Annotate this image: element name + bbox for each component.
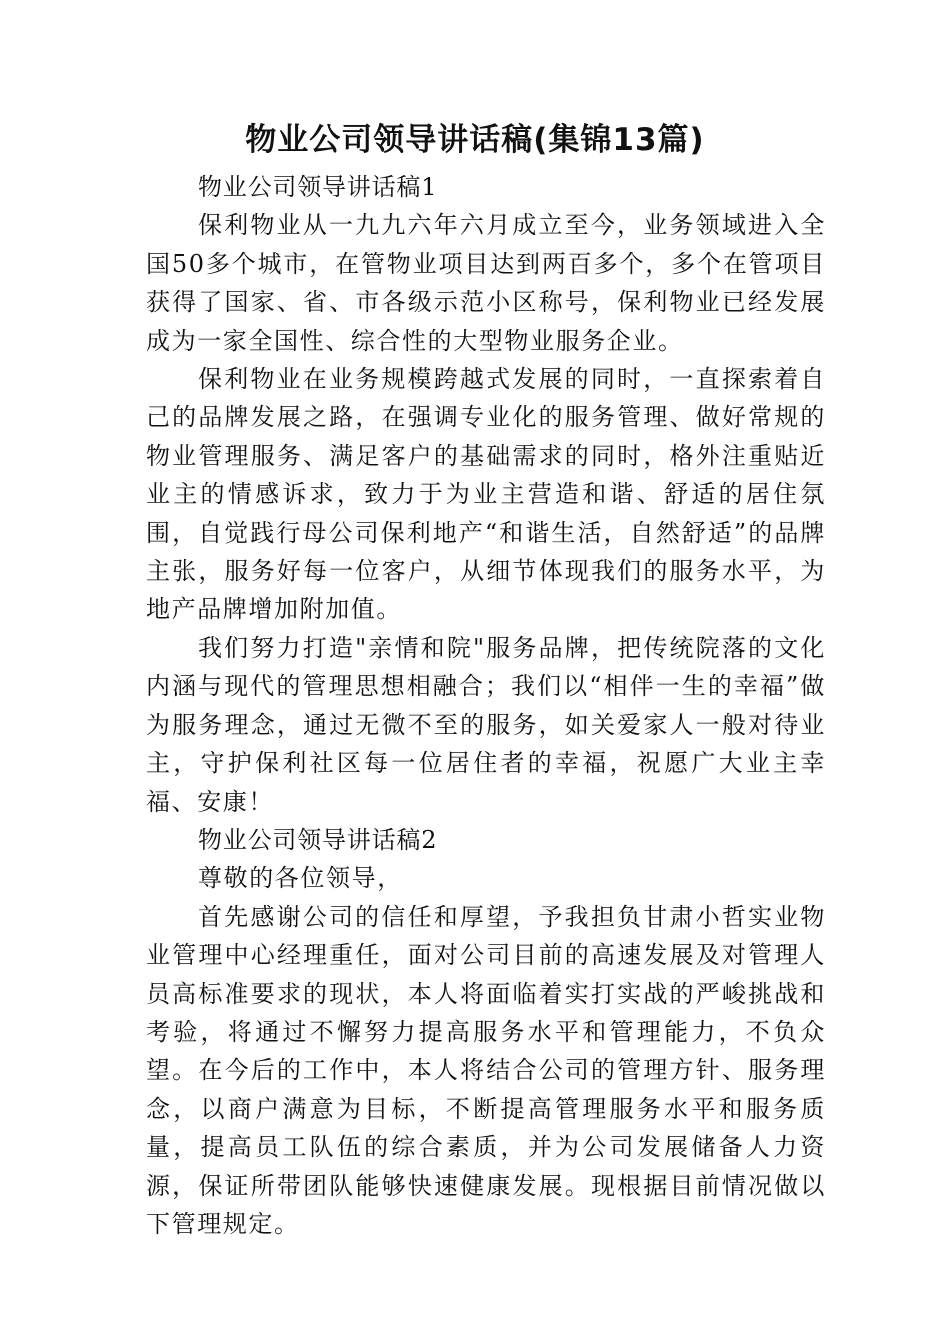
- body-paragraph: 保利物业从一九九六年六月成立至今，业务领域进入全国50多个城市，在管物业项目达到两百多个，多个在管项目获得了国家、省、市各级示范小区称号，保利物业已经发展成为一家全国性、综合性的大型物业服务企业。: [146, 211, 826, 355]
- body-paragraph: 保利物业在业务规模跨越式发展的同时，一直探索着自己的品牌发展之路，在强调专业化的服务管理、做好常规的物业管理服务、满足客户的基础需求的同时，格外注重贴近业主的情感诉求，致力于为业主营造和谐、舒适的居住氛围，自觉践行母公司保利地产“和谐生活，自然舒适”的品牌主张，服务好每一位客户，从细节体现我们的服务水平，为地产品牌增加附加值。: [146, 365, 826, 624]
- document-body: [146, 168, 826, 1243]
- section-heading: 物业公司领导讲话稿2: [198, 825, 438, 854]
- document-title: 物业公司领导讲话稿(集锦13篇): [245, 122, 705, 158]
- body-paragraph: 尊敬的各位领导，: [198, 864, 403, 893]
- body-paragraph: 首先感谢公司的信任和厚望，予我担负甘肃小哲实业物业管理中心经理重任，面对公司目前的高速发展及对管理人员高标准要求的现状，本人将面临着实打实战的严峻挑战和考验，将通过不懈努力提高服务水平和管理能力，不负众望。在今后的工作中，本人将结合公司的管理方针、服务理念，以商户满意为目标，不断提高管理服务水平和服务质量，提高员工队伍的综合素质，并为公司发展储备人力资源，保证所带团队能够快速健康发展。现根据目前情况做以下管理规定。: [146, 902, 826, 1238]
- section-heading: 物业公司领导讲话稿1: [198, 173, 438, 201]
- body-paragraph: 我们努力打造"亲情和院"服务品牌，把传统院落的文化内涵与现代的管理思想相融合；我们以“相伴一生的幸福”做为服务理念，通过无微不至的服务，如关爱家人一般对待业主，守护保利社区每一位居住者的幸福，祝愿广大业主幸福、安康！: [146, 633, 826, 816]
